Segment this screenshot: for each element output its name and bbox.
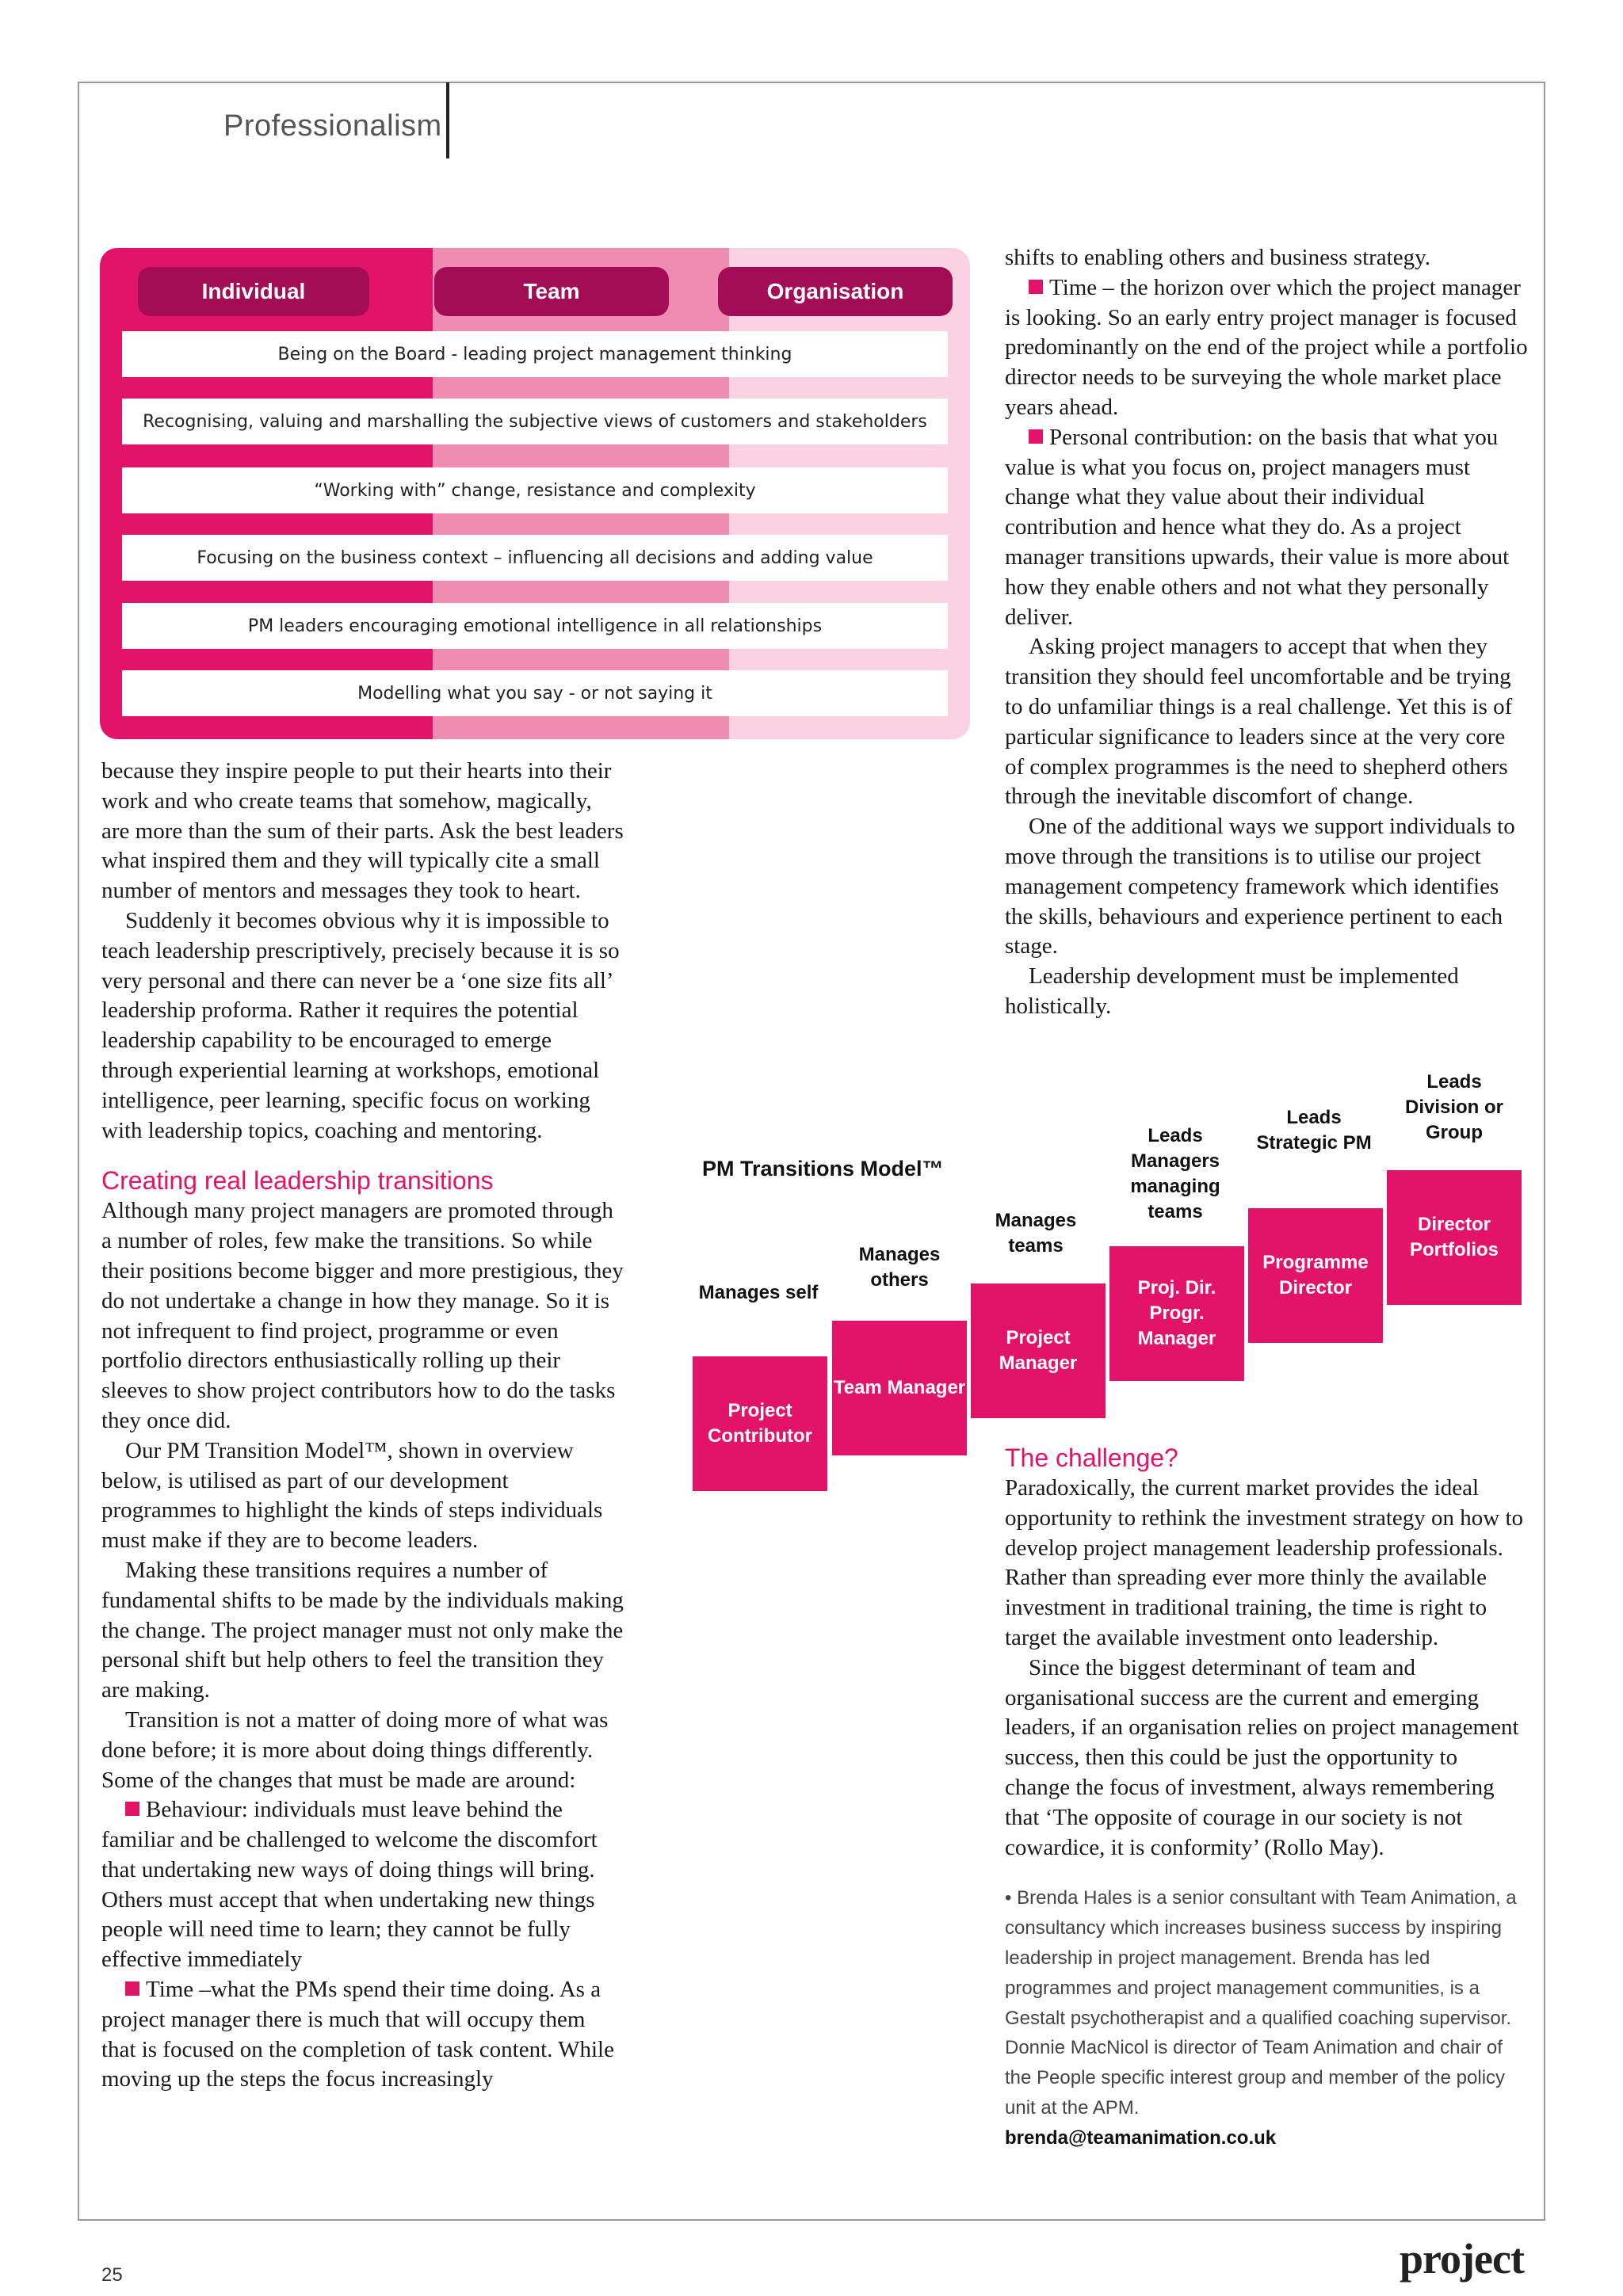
step-project-contributor: Project Contributor [693,1356,827,1491]
bullet-item [101,1975,624,2095]
author-bio [1005,1883,1528,2153]
bullet-item [1005,423,1528,633]
step-label: Manages teams [995,1210,1077,1257]
column-organisation: Organisation [718,267,953,316]
paragraph: Making these transitions requires a number of fundamental shifts to be made by the individuals making the change. The project manager must not only make the personal shift but help others to feel the transition they are making. [101,1557,624,1703]
diagram-row: Recognising, valuing and marshalling the subjective views of customers and stakeholders [122,399,948,444]
column-team: Team [434,267,669,316]
step-director-portfolios: Director Portfolios [1387,1170,1522,1305]
paragraph: shifts to enabling others and business strategy. [1005,245,1430,270]
step-label: Leads Division or Group [1404,1071,1504,1143]
bullet-text: Behaviour: individuals must leave behind the familiar and be challenged to welcome the discomfort that undertaking new ways of doing things will bring. Others must accept that when undertaking new things people will need time to learn; they cannot be fully effective immediately [101,1797,598,1973]
author-email: brenda@teamanimation.co.uk [1005,2126,1277,2149]
bullet-item [1005,273,1528,423]
step-proj-dir: Proj. Dir. Progr. Manager [1109,1246,1244,1381]
bullet-text: Time – the horizon over which the project manager is looking. So an early entry project manager is focused predominantly on the end of the project while a portfolio director needs to be surveying the whole market place years ahead. [1005,274,1528,420]
article-right-column-bottom [1005,1442,1528,2153]
step-label: Manages others [858,1244,941,1291]
diagram-row: “Working with” change, resistance and complexity [122,467,948,513]
section-divider [446,82,449,158]
step-label: Leads Managers managing teams [1130,1125,1220,1222]
paragraph: Transition is not a matter of doing more of what was done before; it is more about doing things differently. Some of the changes that must be made are around: [101,1707,609,1793]
bio-text: • Brenda Hales is a senior consultant with Team Animation, a consultancy which increases business success by inspiring leadership in project management. Brenda has led programmes and project management communities, is a Gestalt psychotherapist and a qualified coaching supervisor. Donnie MacNicol is director of Team Animation and chair of the People specific interest group and member of the policy unit at the APM. [1005,1887,1517,2119]
paragraph: Since the biggest determinant of team and organisational success are the current and emerging leaders, if an organisation relies on project management success, then this could be just the opportunity to change the focus of investment, always remembering that ‘The opposite of courage in our society is not cowardice, it is conformity’ (Rollo May). [1005,1654,1519,1860]
column-individual: Individual [138,267,369,316]
page-number: 25 [101,2264,123,2286]
step-label: Manages self [698,1282,819,1303]
diagram-row: PM leaders encouraging emotional intelligence in all relationships [122,603,948,649]
paragraph: One of the additional ways we support individuals to move through the transitions is to utilise our project management competency framework which identifies the skills, behaviours and experience pertinent to each stage. [1005,814,1515,959]
paragraph: because they inspire people to put their hearts into their work and who create teams that somehow, magically, are more than the sum of their parts. Ask the best leaders what inspired them and they will typically cite a small number of mentors and messages they took to heart. [101,758,624,904]
paragraph: Our PM Transition Model™, shown in overview below, is utilised as part of our development programmes to highlight the kinds of steps individuals must make if they are to become leaders. [101,1437,603,1554]
bullet-square-icon [1029,429,1043,444]
paragraph: Asking project managers to accept that when they transition they should feel uncomfortable and be trying to do unfamiliar things is a real challenge. Yet this is of particular significance to leaders since at the very core of complex programmes is the need to shepherd others through the inevitable discomfort of change. [1005,634,1513,810]
model-title: PM Transitions Model™ [702,1157,944,1180]
paragraph: Although many project managers are promoted through a number of roles, few make the transitions. So while their positions become bigger and more prestigious, they do not undertake a change in how they manage. So it is not infrequent to find project, programme or even portfolio directors enthusiastically rolling up their sleeves to show project contributors how to do the tasks they once did. [101,1198,624,1433]
subheading: The challenge? [1005,1444,1178,1472]
bullet-square-icon [125,1981,139,1996]
article-left-column [101,757,624,2095]
bullet-square-icon [1029,280,1043,294]
bullet-text: Personal contribution: on the basis that what you value is what you focus on, project managers must change what they value about their individual contribution and hence what they do. As a project manager transitions upwards, their value is more about how they enable others and not what they personally deliver. [1005,424,1510,630]
step-programme-director: Programme Director [1248,1208,1383,1343]
paragraph: Suddenly it becomes obvious why it is impossible to teach leadership prescriptively, precisely because it is so very personal and there can never be a ‘one size fits all’ leadership proforma. Rather it requires the potential leadership capability to be encouraged to emerge through experiential learning at workshops, emotional intelligence, peer learning, specific focus on working with leadership topics, coaching and mentoring. [101,907,620,1143]
bullet-square-icon [125,1802,139,1816]
article-right-column-top [1005,243,1528,1022]
section-heading: Professionalism [223,109,442,143]
subheading: Creating real leadership transitions [101,1166,494,1196]
diagram-row: Being on the Board - leading project management thinking [122,331,948,377]
paragraph: Leadership development must be implemented holistically. [1005,963,1459,1019]
step-label: Leads Strategic PM [1256,1107,1372,1154]
step-project-manager: Project Manager [971,1283,1106,1418]
diagram-row: Focusing on the business context – influencing all decisions and adding value [122,535,948,581]
bullet-text: Time –what the PMs spend their time doing. As a project manager there is much that will occupy them that is focused on the completion of task content. While moving up the steps the focus increasingly [101,1977,614,2092]
leadership-diagram [100,248,970,739]
magazine-logo: project [1400,2235,1524,2283]
paragraph: Paradoxically, the current market provides the ideal opportunity to rethink the investment strategy on how to develop project management leadership professionals. Rather than spreading ever more thinly the available investment in traditional training, the time is right to target the available investment onto leadership. [1005,1475,1524,1650]
bullet-item [101,1795,624,1975]
step-team-manager: Team Manager [832,1321,967,1455]
diagram-row: Modelling what you say - or not saying it [122,670,948,716]
